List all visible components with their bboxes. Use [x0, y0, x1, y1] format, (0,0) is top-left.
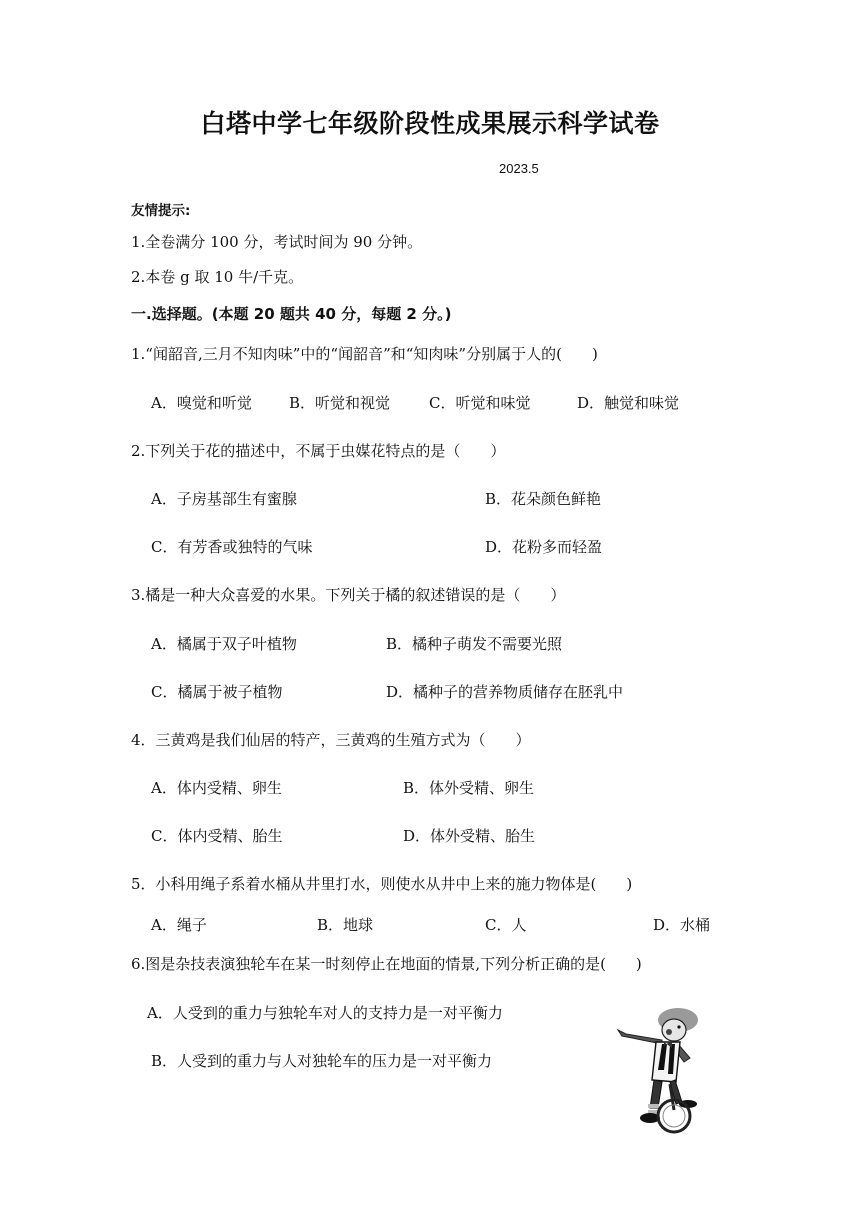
- option: B．人受到的重力与人对独轮车的压力是一对平衡力: [151, 1052, 493, 1070]
- tip-item: 2.本卷 g 取 10 牛/千克。: [131, 268, 304, 286]
- option: B．体外受精、卵生: [403, 779, 535, 797]
- option: A．体内受精、卵生: [151, 779, 282, 797]
- option: A．绳子: [151, 916, 207, 934]
- exam-date: 2023.5: [499, 161, 539, 176]
- question-stem: 5．小科用绳子系着水桶从井里打水，则使水从井中上来的施力物体是( ): [131, 875, 633, 893]
- option: D．水桶: [653, 916, 711, 934]
- option: A．嗅觉和听觉: [151, 394, 252, 412]
- option: D．体外受精、胎生: [403, 827, 536, 845]
- page-title: 白塔中学七年级阶段性成果展示科学试卷: [200, 109, 660, 138]
- option: D．橘种子的营养物质储存在胚乳中: [386, 683, 624, 701]
- option: A．人受到的重力与独轮车对人的支持力是一对平衡力: [147, 1004, 503, 1022]
- option: C．听觉和味觉: [429, 394, 531, 412]
- option: B．听觉和视觉: [289, 394, 391, 412]
- option: B．地球: [317, 916, 374, 934]
- option: A．橘属于双子叶植物: [151, 635, 297, 653]
- option: C．人: [485, 916, 527, 934]
- option: C．体内受精、胎生: [151, 827, 283, 845]
- option: C．橘属于被子植物: [151, 683, 283, 701]
- question-stem: 1.“闻韶音,三月不知肉味”中的“闻韶音”和“知肉味”分别属于人的( ): [131, 345, 598, 363]
- unicycle-clown-illustration: [612, 1004, 708, 1134]
- option: D．触觉和味觉: [577, 394, 680, 412]
- option: D．花粉多而轻盈: [485, 538, 603, 556]
- question-stem: 4．三黄鸡是我们仙居的特产，三黄鸡的生殖方式为（ ）: [131, 731, 531, 749]
- unicycle-clown-icon: [612, 1004, 708, 1134]
- tips-heading: 友情提示:: [131, 203, 191, 219]
- question-stem: 6.图是杂技表演独轮车在某一时刻停止在地面的情景,下列分析正确的是( ): [131, 955, 642, 973]
- tip-item: 1.全卷满分 100 分，考试时间为 90 分钟。: [131, 233, 423, 251]
- section-title: 一.选择题。(本题 20 题共 40 分，每题 2 分。): [131, 305, 452, 323]
- option: B．橘种子萌发不需要光照: [386, 635, 563, 653]
- question-stem: 3.橘是一种大众喜爱的水果。下列关于橘的叙述错误的是（ ）: [131, 586, 566, 604]
- question-stem: 2.下列关于花的描述中，不属于虫媒花特点的是（ ）: [131, 442, 506, 460]
- option: B．花朵颜色鲜艳: [485, 490, 602, 508]
- option: C．有芳香或独特的气味: [151, 538, 313, 556]
- option: A．子房基部生有蜜腺: [151, 490, 297, 508]
